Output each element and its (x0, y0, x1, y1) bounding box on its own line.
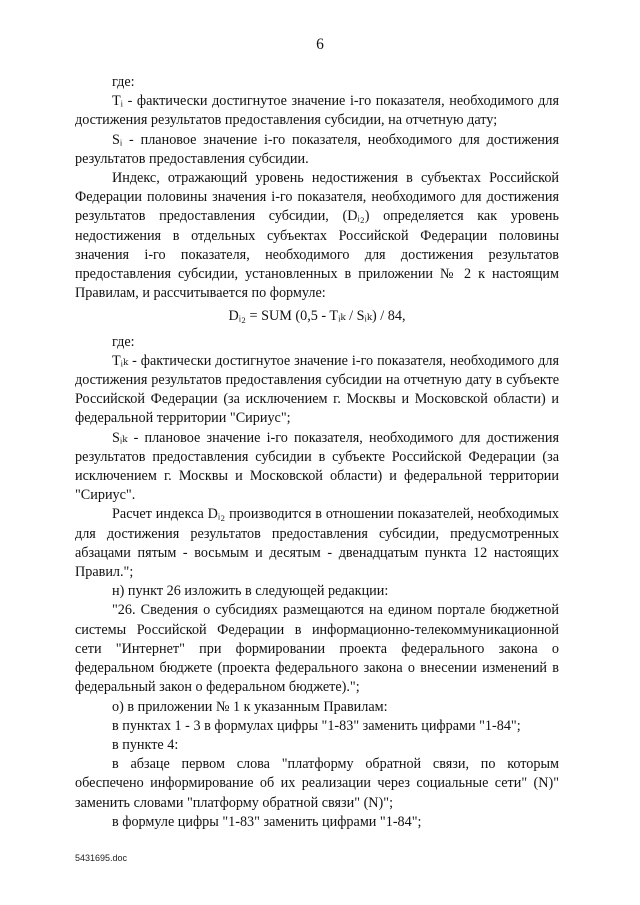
paragraph-sik-definition: Sᵢₖ - плановое значение i-го показателя, необходимого для достижения результатов предоставления субсидии в субъекте Российской Федерации (за исключением г. Москвы и Московской области) и федеральной территории "Сириус". (75, 429, 559, 504)
paragraph-si-definition: Sᵢ - плановое значение i-го показателя, необходимого для достижения результатов предоставления субсидии. (75, 131, 559, 167)
paragraph-index-calculation: Расчет индекса Dᵢ₂ производится в отношении показателей, необходимых для достижения результатов предоставления субсидии, предусмотренных абзацами пятым - восьмым и десятым - двенадцатым пункта 12 настоящих Правил."; (75, 506, 559, 581)
file-name-footer: 5431695.doc (75, 853, 128, 863)
paragraph-first-abzac: в абзаце первом слова "платформу обратной связи, по которым обеспечено информирование об их реализации через социальные сети" (N)" заменить словами "платформу обратной связи" (N)"; (75, 756, 559, 811)
document-body (75, 73, 559, 832)
paragraph-ti-definition: Tᵢ - фактически достигнутое значение i-го показателя, необходимого для достижения результатов предоставления субсидии, на отчетную дату; (75, 93, 559, 129)
paragraph-formula-digits: в формуле цифры "1-83" заменить цифрами "1-84"; (112, 813, 422, 830)
paragraph-point-26: "26. Сведения о субсидиях размещаются на едином портале бюджетной системы Российской Федерации в информационно-телекоммуникационной сети "Интернет" при формировании проекта федерального закона о федеральном бюджете (проекта федерального закона о внесении изменений в федеральный закон о федеральном бюджете)."; (75, 602, 559, 696)
paragraph-item-o: о) в приложении № 1 к указанным Правилам: (112, 698, 388, 715)
paragraph-item-n: н) пункт 26 изложить в следующей редакции: (112, 583, 389, 600)
paragraph-points-1-3: в пунктах 1 - 3 в формулах цифры "1-83" заменить цифрами "1-84"; (112, 717, 521, 734)
paragraph-where-1: где: (112, 74, 135, 90)
paragraph-tik-definition: Tᵢₖ - фактически достигнутое значение i-го показателя, необходимого для достижения результатов предоставления субсидии на отчетную дату в субъекте Российской Федерации (за исключением г. Москвы и Московской области) и федеральной территории "Сириус"; (75, 352, 559, 427)
paragraph-index-description: Индекс, отражающий уровень недостижения в субъектах Российской Федерации половины значения i-го показателя, необходимого для достижения результатов предоставления субсидии, (Dᵢ₂) определяется как уровень недостижения в отдельных субъектах Российской Федерации половины значения i-го показателя, необходимого для достижения результатов предоставления субсидии, установленных в приложении № 2 к настоящим Правилам, и рассчитывается по формуле: (75, 170, 559, 302)
formula-di2: Dᵢ₂ = SUM (0,5 - Tᵢₖ / Sᵢₖ) / 84, (228, 308, 406, 325)
paragraph-point-4: в пункте 4: (112, 736, 179, 753)
paragraph-where-2: где: (112, 333, 135, 350)
page-number: 6 (316, 36, 324, 53)
